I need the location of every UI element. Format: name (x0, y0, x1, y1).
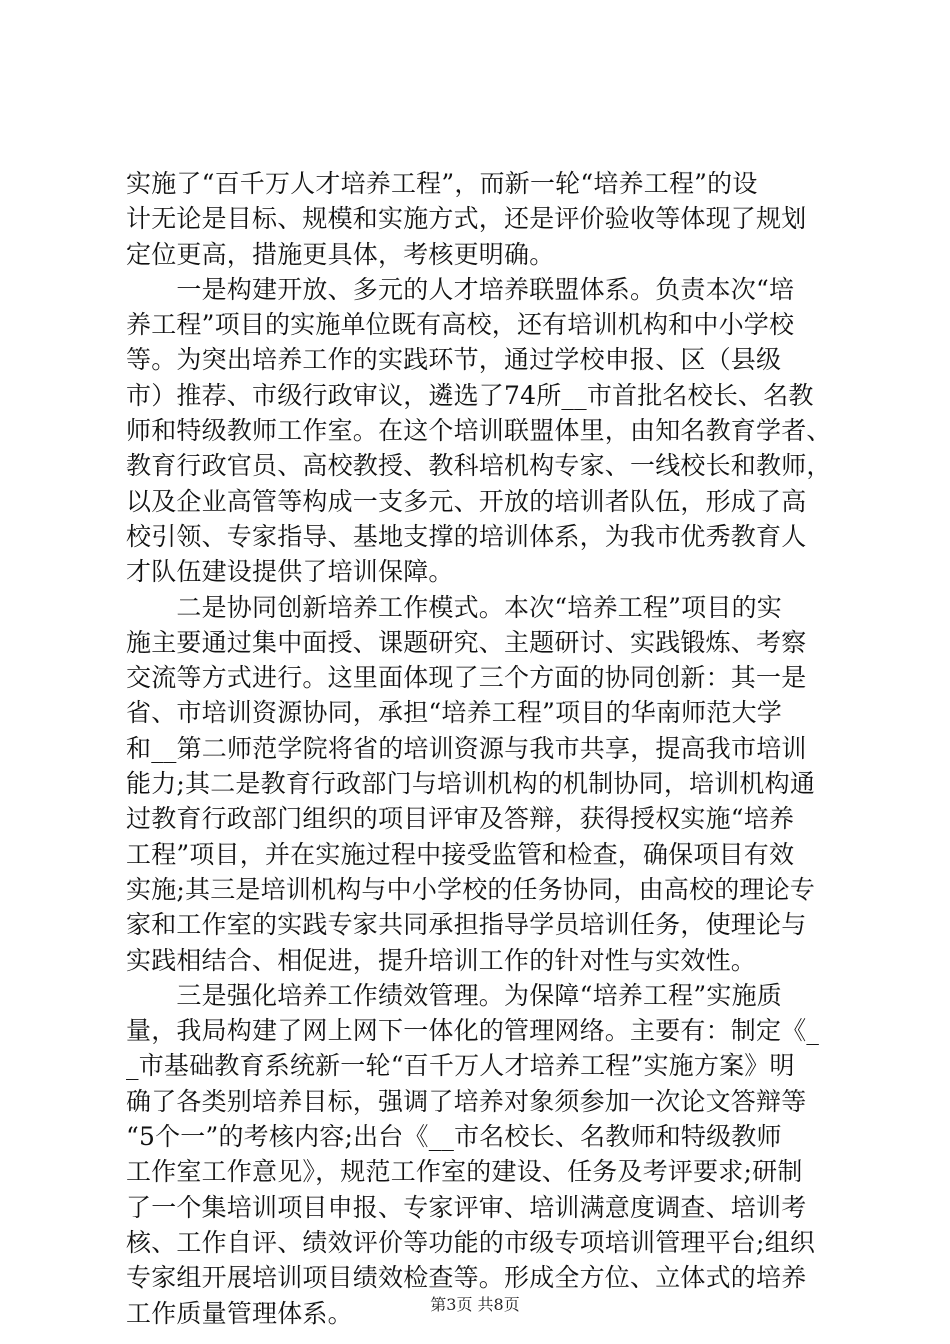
text-line: 师和特级教师工作室。在这个培训联盟体里，由知名教育学者、 (126, 416, 832, 446)
text-line: 实施;其三是培训机构与中小学校的任务协同，由高校的理论专 (126, 874, 816, 904)
text-line: 市）推荐、市级行政审议，遴选了74所__市首批名校长、名教 (126, 380, 814, 410)
text-line: “5个一”的考核内容;出台《__市名校长、名教师和特级教师 (126, 1122, 782, 1152)
text-line: 和__第二师范学院将省的培训资源与我市共享，提高我市培训 (126, 733, 807, 763)
text-line: 家和工作室的实践专家共同承担指导学员培训任务，使理论与 (126, 910, 807, 940)
text-line: 养工程”项目的实施单位既有高校，还有培训机构和中小学校 (126, 310, 795, 340)
text-line: 专家组开展培训项目绩效检查等。形成全方位、立体式的培养 (126, 1263, 807, 1293)
text-line: 施主要通过集中面授、课题研究、主题研讨、实践锻炼、考察 (126, 627, 807, 657)
text-line: 实施了“百千万人才培养工程”，而新一轮“培养工程”的设 (126, 169, 758, 198)
text-line: 定位更高，措施更具体，考核更明确。 (126, 239, 555, 269)
text-line: 能力;其二是教育行政部门与培训机构的机制协同，培训机构通 (126, 769, 816, 799)
text-line: _市基础教育系统新一轮“百千万人才培养工程”实施方案》明 (126, 1051, 795, 1081)
text-line: 校引领、专家指导、基地支撑的培训体系，为我市优秀教育人 (126, 521, 807, 551)
text-line: 工程”项目，并在实施过程中接受监管和检查，确保项目有效 (126, 839, 795, 869)
text-line: 才队伍建设提供了培训保障。 (126, 557, 454, 587)
text-line: 了一个集培训项目申报、专家评审、培训满意度调查、培训考 (126, 1192, 807, 1222)
text-line: 三是强化培养工作绩效管理。为保障“培养工程”实施质 (126, 980, 782, 1010)
text-line: 实践相结合、相促进，提升培训工作的针对性与实效性。 (126, 945, 757, 975)
text-line: 交流等方式进行。这里面体现了三个方面的协同创新：其一是 (126, 663, 807, 693)
text-line: 量，我局构建了网上网下一体化的管理网络。主要有：制定《_ (126, 1016, 820, 1046)
text-line: 过教育行政部门组织的项目评审及答辩，获得授权实施“培养 (126, 804, 795, 834)
text-line: 等。为突出培养工作的实践环节，通过学校申报、区（县级 (126, 345, 782, 375)
page-footer: 第3页 共8页 (430, 1295, 520, 1314)
document-body (126, 166, 834, 1331)
text-line: 工作室工作意见》，规范工作室的建设、任务及考评要求;研制 (126, 1157, 803, 1187)
text-line: 省、市培训资源协同，承担“培养工程”项目的华南师范大学 (126, 698, 782, 728)
text-line: 二是协同创新培养工作模式。本次“培养工程”项目的实 (126, 592, 782, 622)
text-line: 工作质量管理体系。 (126, 1298, 353, 1328)
text-line: 计无论是目标、规模和实施方式，还是评价验收等体现了规划 (126, 204, 807, 234)
text-line: 教育行政官员、高校教授、教科培机构专家、一线校长和教师， (126, 451, 832, 481)
text-line: 确了各类别培养目标，强调了培养对象须参加一次论文答辩等 (126, 1086, 807, 1116)
text-line: 一是构建开放、多元的人才培养联盟体系。负责本次“培 (126, 274, 795, 304)
text-line: 以及企业高管等构成一支多元、开放的培训者队伍，形成了高 (126, 486, 807, 516)
text-line: 核、工作自评、绩效评价等功能的市级专项培训管理平台;组织 (126, 1227, 816, 1257)
